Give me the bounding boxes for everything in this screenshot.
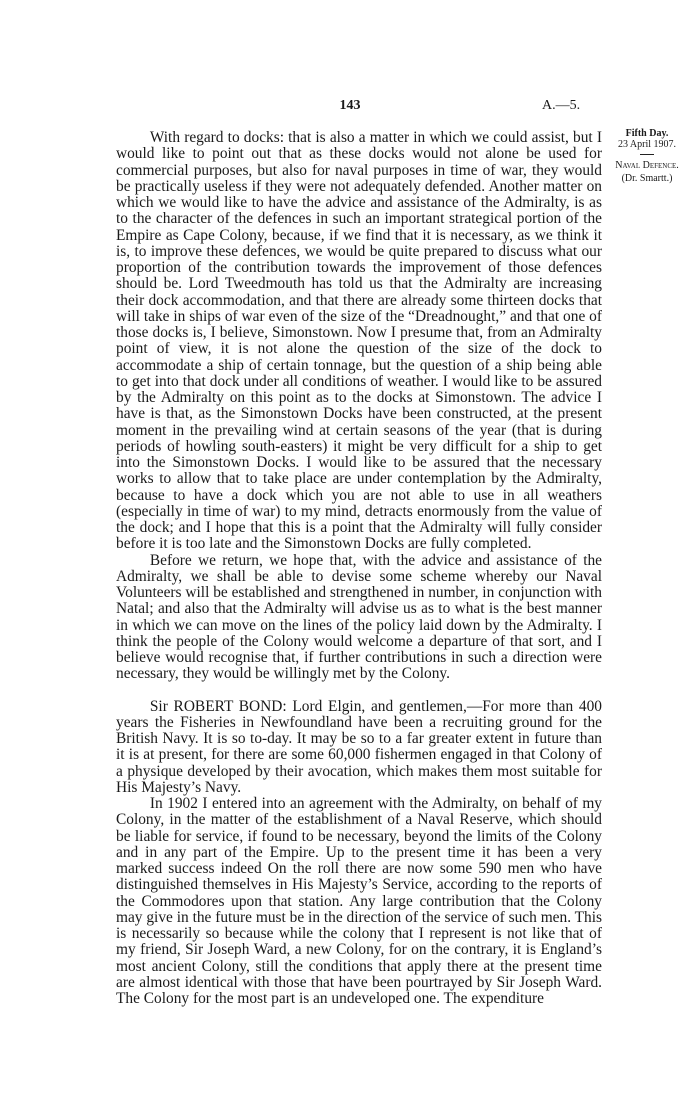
- paragraph-bond-intro: [116, 699, 602, 797]
- paragraph-naval-volunteers: Before we return, we hope that, with the advice and assistance of the Admiralty, we shall be able to devise some scheme whereby our Naval Volunteers will be established and strengthened in number, in conjunction with Natal; and also that the Admiralty will advise us as to what is the best manner in which we can move on the lines of the policy laid down by the Admiralty. I think the people of the Colony would welcome a departure of that sort, and I believe would recognise that, if further contributions in such a direction were necessary, they would be willingly met by the Colony.: [116, 551, 602, 683]
- margin-subject: Naval Defence.: [615, 160, 679, 171]
- paragraph-naval-reserve: In 1902 I entered into an agreement with the Admiralty, on behalf of my Colony, in the matter of the establishment of a Naval Reserve, which should be liable for service, if found to be necessary, beyond the limits of the Colony and in any part of the Empire. Up to the present time it has been a very marked success indeed On the roll there are now some 590 men who have distinguished themselves in His Majesty’s Service, according to the reports of the Commodores upon that station. Any large contribution that the Colony may give in the future must be in the direction of the service of such men. This is necessarily so because while the colony that I represent is not like that of my friend, Sir Joseph Ward, a new Colony, for on the contrary, it is England’s most ancient Colony, still the conditions that apply there at the present time are almost identical with those that have been pourtrayed by Sir Joseph Ward. The Colony for the most part is an undeveloped one. The expenditure: [116, 795, 602, 1007]
- margin-speaker: (Dr. Smartt.): [621, 173, 673, 184]
- bond-intro-text: Lord Elgin, and gentlemen,—For more than 400 years the Fisheries in Newfoundland have been a recruiting ground for the British Navy. It is so to-day. It may be so to a far greater extent in future than it is at present, for there are some 60,000 fishermen engaged in that Colony of a physique developed by their avocation, which makes them most suitable for His Majesty’s Navy.: [116, 697, 602, 796]
- margin-day: Fifth Day.: [625, 128, 669, 139]
- margin-date: 23 April 1907.: [617, 139, 677, 150]
- page-number: 143: [339, 98, 361, 113]
- speaker-name: Sir ROBERT BOND:: [149, 697, 287, 715]
- document-reference: A.—5.: [542, 98, 581, 113]
- paragraph-docks: With regard to docks: that is also a matter in which we could assist, but I would like to point out that as these docks would not alone be used for commercial purposes, but also for naval purposes in time of war, they would be practically useless if they were not adequately defended. Another matter on which we would like to have the advice and assistance of the Admiralty, is as to the character of the defences in such an important strategical portion of the Empire as Cape Colony, because, if we find that it is necessary, as we think it is, to improve these defences, we would be quite prepared to discuss what our proportion of the contribution towards the improvement of those defences should be. Lord Tweedmouth has told us that the Admiralty are increasing their dock accommodation, and that there are already some thirteen docks that will take in ships of war even of the size of the “Dreadnought,” and that one of those docks is, I believe, Simonstown. Now I presume that, from an Admiralty point of view, it is not alone the question of the size of the dock to accommodate a ship of certain tonnage, but the question of a ship being able to get into that dock under all conditions of weather. I would like to be assured by the Admiralty on this point as to the docks at Simonstown. The advice I have is that, as the Simonstown Docks have been constructed, at the present moment in the prevailing wind at certain seasons of the year (that is during periods of howling south-easters) it might be very difficult for a ship to get into the Simonstown Docks. I would like to be assured that the necessary works to allow that to take place are under contemplation by the Admiralty, because to have a dock which you are not able to use in all weathers (especially in time of war) to my mind, detracts enormously from the value of the dock; and I hope that this is a point that the Admiralty will fully consider before it is too late and the Simonstown Docks are fully completed.: [116, 129, 602, 553]
- margin-rule: [640, 154, 654, 155]
- margin-notes: [602, 128, 692, 184]
- body-text: [116, 130, 602, 1007]
